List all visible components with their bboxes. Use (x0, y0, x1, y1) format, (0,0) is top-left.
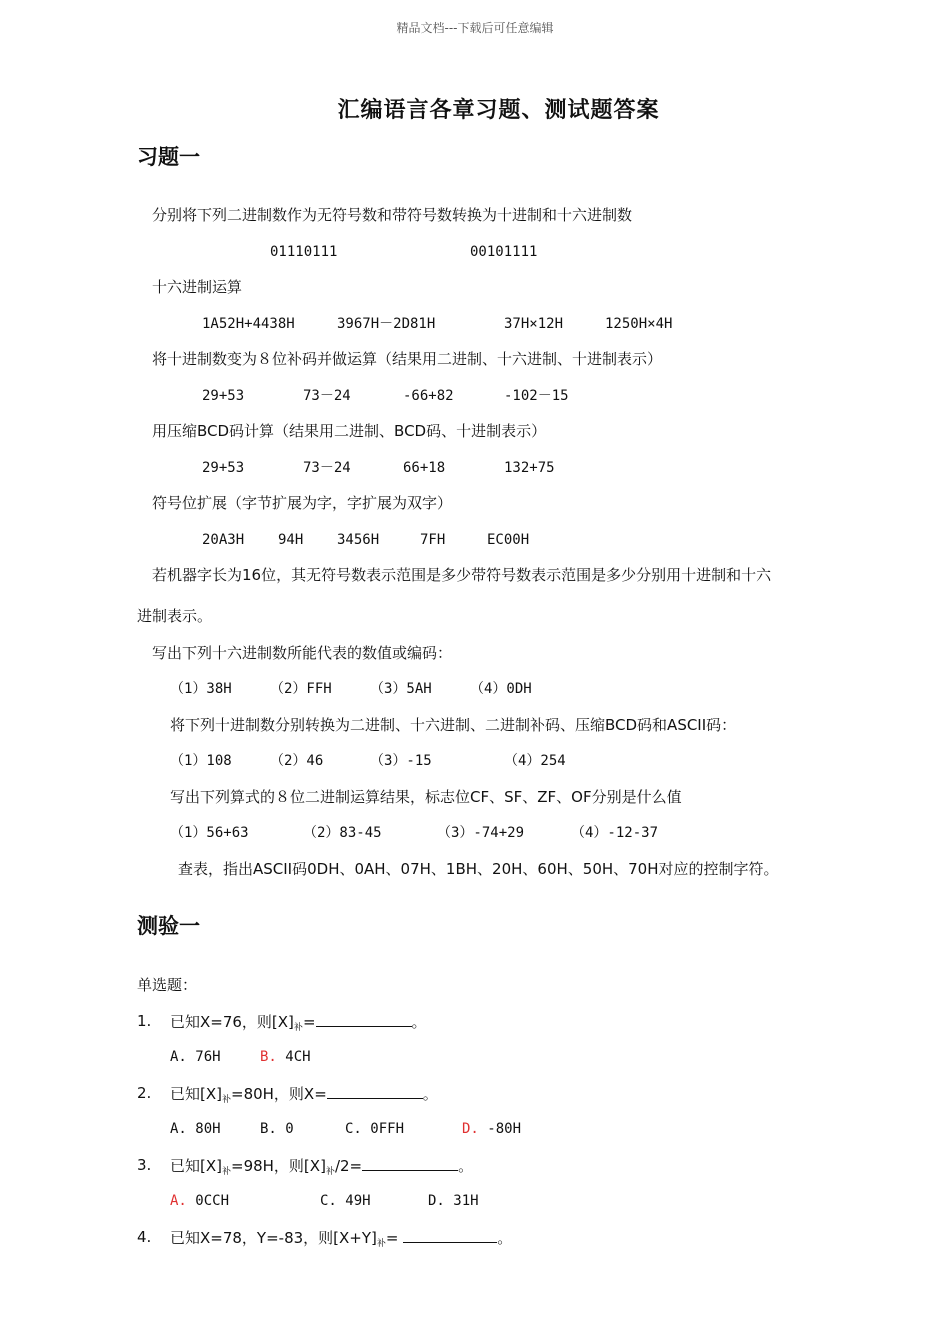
exercise-2-item: 1A52H+4438H (202, 316, 295, 332)
exercise-3-item: -66+82 (403, 388, 454, 404)
subscript-complement: 补 (221, 1167, 231, 1177)
exercise-8-item: （2）46 (270, 753, 324, 769)
exercise-2-item: 1250H×4H (605, 316, 673, 332)
subscript-complement: 补 (325, 1167, 335, 1177)
exercise-5-text: 符号位扩展（字节扩展为字，字扩展为双字） (152, 494, 453, 512)
answer-blank (362, 1158, 458, 1171)
section-heading-exercises: 习题一 (137, 145, 200, 169)
answer-blank (327, 1086, 423, 1099)
option-b: B. 0 (260, 1121, 294, 1137)
option-d-correct: D. -80H (462, 1121, 522, 1137)
quiz-question-number: 2. (137, 1084, 152, 1102)
exercise-3-item: 73－24 (303, 388, 351, 404)
quiz-question-number: 1. (137, 1012, 152, 1030)
option-d: D. 31H (428, 1193, 479, 1209)
exercise-9-text: 写出下列算式的８位二进制运算结果，标志位CF、SF、ZF、OF分别是什么值 (170, 788, 682, 806)
exercise-5-item: 7FH (420, 532, 446, 548)
quiz-question-end: 。 (411, 1013, 427, 1031)
exercise-9-item: （3）-74+29 (437, 825, 525, 841)
exercise-4-item: 73－24 (303, 460, 351, 476)
exercise-2-item: 37H×12H (504, 316, 564, 332)
exercise-4-item: 132+75 (504, 460, 555, 476)
exercise-9-item: （2）83-45 (303, 825, 382, 841)
quiz-question-number: 3. (137, 1156, 152, 1174)
exercise-6-text: 若机器字长为16位，其无符号数表示范围是多少带符号数表示范围是多少分别用十进制和十六 (152, 566, 772, 584)
exercise-9-item: （1）56+63 (170, 825, 249, 841)
exercise-8-item: （1）108 (170, 753, 232, 769)
option-a: A. 76H (170, 1049, 221, 1065)
exercise-8-text: 将下列十进制数分别转换为二进制、十六进制、二进制补码、压缩BCD码和ASCII码： (170, 716, 737, 734)
exercise-10-text: 查表，指出ASCII码0DH、0AH、07H、1BH、20H、60H、50H、70H对应的控制字符。 (178, 860, 779, 878)
exercise-5-item: 20A3H (202, 532, 245, 548)
quiz-question-2: 已知$[X]_补=80H$，则X= 。 (170, 1085, 438, 1105)
exercise-9-item: （4）-12-37 (571, 825, 659, 841)
subscript-complement: 补 (293, 1023, 303, 1033)
exercise-6-text-cont: 进制表示。 (137, 607, 213, 625)
answer-blank (403, 1230, 497, 1243)
quiz-type-label: 单选题： (137, 976, 198, 994)
exercise-2-text: 十六进制运算 (152, 278, 243, 296)
answer-blank (316, 1014, 412, 1027)
option-a: A. 80H (170, 1121, 221, 1137)
option-c: C. 49H (320, 1193, 371, 1209)
exercise-3-text: 将十进制数变为８位补码并做运算（结果用二进制、十六进制、十进制表示） (152, 350, 663, 368)
exercise-4-text: 用压缩BCD码计算（结果用二进制、BCD码、十进制表示） (152, 422, 547, 440)
section-heading-quiz: 测验一 (137, 914, 200, 938)
exercise-3-item: 29+53 (202, 388, 245, 404)
exercise-5-item: 3456H (337, 532, 380, 548)
exercise-2-item: 3967H－2D81H (337, 316, 436, 332)
exercise-7-item: （1）38H (170, 681, 232, 697)
exercise-7-item: （2）FFH (270, 681, 332, 697)
page-header: 精品文档---下载后可任意编辑 (396, 21, 554, 35)
exercise-4-item: 66+18 (403, 460, 446, 476)
document-title: 汇编语言各章习题、测试题答案 (337, 98, 660, 123)
quiz-question-1 (170, 1013, 427, 1033)
quiz-question-number: 4. (137, 1228, 152, 1246)
subscript-complement: 补 (221, 1095, 231, 1105)
exercise-7-item: （3）5AH (370, 681, 432, 697)
exercise-1-item: 01110111 (270, 244, 338, 260)
quiz-question-text: = (302, 1013, 316, 1031)
exercise-7-item: （4）0DH (470, 681, 532, 697)
exercise-5-item: EC00H (487, 532, 530, 548)
subscript-complement: 补 (376, 1239, 386, 1249)
option-b-correct: B. 4CH (260, 1049, 311, 1065)
exercise-8-item: （3）-15 (370, 753, 432, 769)
exercise-5-item: 94H (278, 532, 304, 548)
exercise-8-item: （4）254 (504, 753, 566, 769)
quiz-question-3: 已知$[X]_补=98H$，则$[X]_补/2=$ 。 (170, 1157, 474, 1177)
exercise-7-text: 写出下列十六进制数所能代表的数值或编码： (152, 644, 453, 662)
option-a-correct: A. 0CCH (170, 1193, 230, 1209)
exercise-3-item: -102－15 (504, 388, 569, 404)
quiz-question-4: 已知X=78，Y=-83，则$[X+Y]_补=$ 。 (170, 1229, 513, 1249)
exercise-1-item: 00101111 (470, 244, 538, 260)
exercise-1-text: 分别将下列二进制数作为无符号数和带符号数转换为十进制和十六进制数 (152, 206, 633, 224)
quiz-question-text: 已知X=76，则[X] (170, 1013, 294, 1031)
exercise-4-item: 29+53 (202, 460, 245, 476)
option-c: C. 0FFH (345, 1121, 405, 1137)
